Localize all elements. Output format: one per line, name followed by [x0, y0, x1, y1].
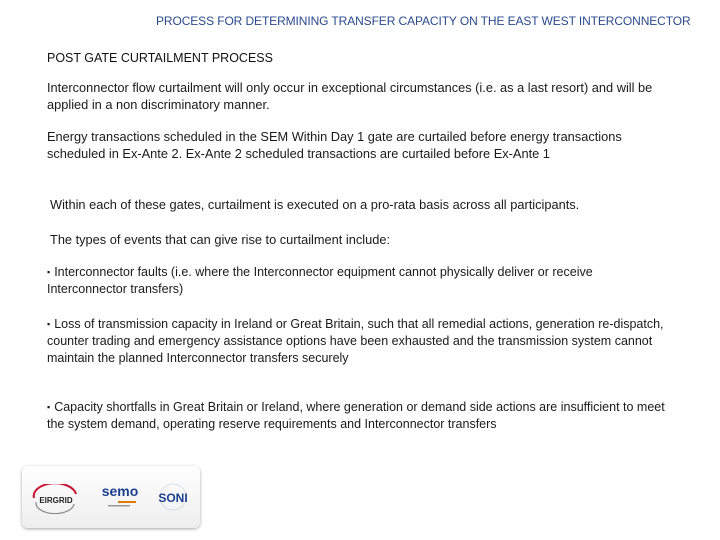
- paragraph-pro-rata: Within each of these gates, curtailment is executed on a pro-rata basis across all participants.: [50, 197, 580, 212]
- semo-logo-text: semo: [101, 483, 139, 499]
- list-item-text: Interconnector faults (i.e. where the Interconnector equipment cannot physically deliver or receive Interconnector transfers): [47, 265, 593, 296]
- page-header-title: PROCESS FOR DETERMINING TRANSFER CAPACITY ON THE EAST WEST INTERCONNECTOR: [156, 14, 691, 28]
- semo-logo: [94, 480, 146, 514]
- soni-logo-text: SONI: [158, 491, 188, 505]
- section-title: POST GATE CURTAILMENT PROCESS: [47, 51, 273, 65]
- paragraph-curtailment-intro: Interconnector flow curtailment will only occur in exceptional circumstances (i.e. as a last resort) and will be applied in a non discriminatory manner.: [47, 80, 653, 112]
- paragraph-gate-order: Energy transactions scheduled in the SEM Within Day 1 gate are curtailed before energy transactions scheduled in Ex-Ante 2. Ex-Ante 2 scheduled transactions are curtailed before Ex-Ante 1: [47, 129, 622, 161]
- list-item: [47, 316, 667, 367]
- list-item: [47, 399, 667, 433]
- logo-panel: [22, 466, 200, 528]
- list-item-text: Capacity shortfalls in Great Britain or Ireland, where generation or demand side actions are insufficient to meet the system demand, operating reserve requirements and Interconnector transfers: [47, 400, 665, 431]
- paragraph-event-types: The types of events that can give rise to curtailment include:: [50, 232, 391, 247]
- list-item-text: Loss of transmission capacity in Ireland or Great Britain, such that all remedial actions, generation re-dispatch, counter trading and emergency assistance options have been exhausted and the transmission system cannot maintain the planned Interconnector transfers securely: [47, 317, 664, 365]
- soni-logo: [152, 482, 194, 514]
- eirgrid-logo: [30, 484, 82, 514]
- list-item: [47, 264, 667, 298]
- bullet-icon: ▪: [47, 402, 51, 412]
- bullet-icon: ▪: [47, 267, 51, 277]
- bullet-icon: ▪: [47, 319, 51, 329]
- eirgrid-logo-text: EIRGRID: [39, 496, 73, 505]
